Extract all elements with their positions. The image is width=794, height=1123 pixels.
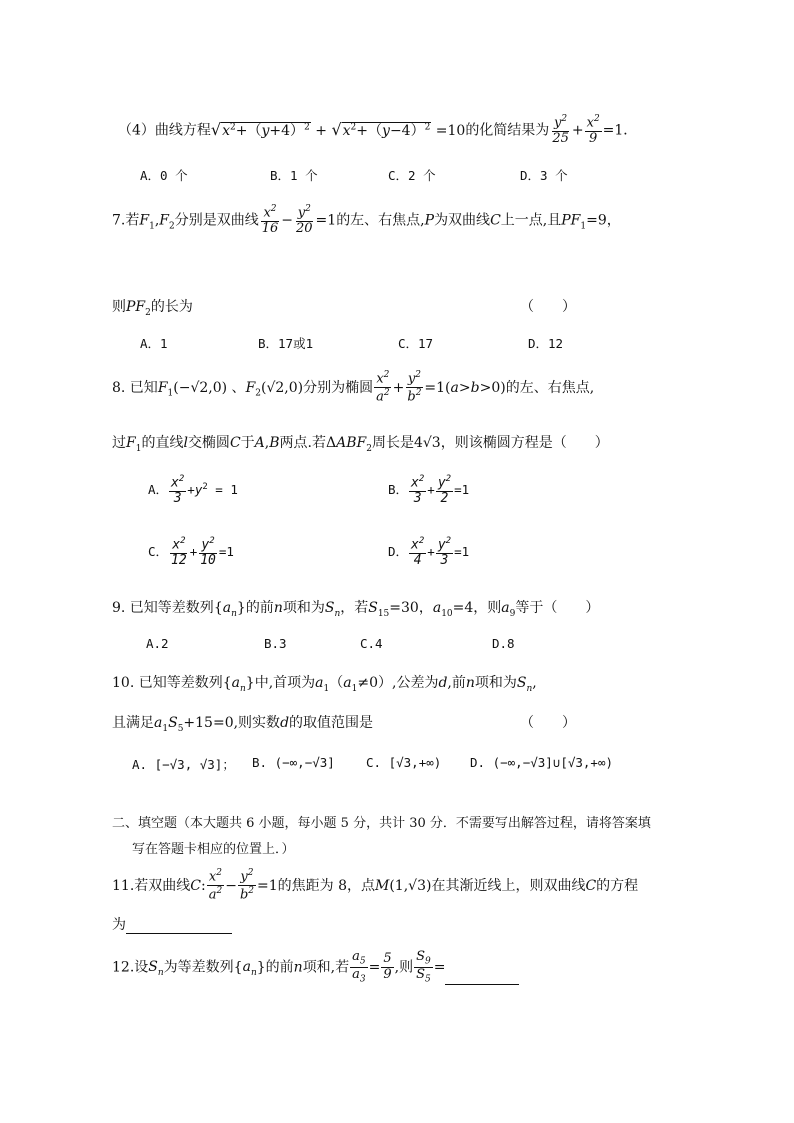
q10-text: 的取值范围是: [289, 715, 374, 731]
q7-option-a[interactable]: A．1: [140, 336, 168, 351]
q10-option-c-label: C.: [366, 755, 382, 770]
q8-option-b[interactable]: B． $\frac{x^2}{3}$ + $\frac{y^2}{2}$ =1: [388, 474, 470, 507]
q9-text: 项和为: [282, 600, 325, 616]
q8-text: 两点.若: [279, 435, 326, 451]
fraction-y2-2: $\frac{y^2}{2}$: [437, 474, 452, 507]
q11-line1: 11.若双曲线C: $\frac{x^2}{a^2}$ − $\frac{y^2}{b^2}$ =1的焦距为 8，点M(1,√3)在其渐近线上，则双曲线C的方程: [112, 868, 639, 903]
q6-4-prefix: （4）曲线方程: [118, 122, 211, 139]
q9-text: ，: [418, 600, 433, 616]
q12-text: 的前: [265, 959, 294, 976]
q10-text: 且满足: [112, 715, 154, 731]
fraction-y2-25: $\frac{y^2}{25}$: [552, 114, 569, 147]
q10-text: ）,公差为: [378, 675, 439, 691]
q8-line1: 8. 已知$F_1(-√2,0)$ 、$F_2(√2,0)$分别为椭圆 $\frac{x^2}{a^2}$ + $\frac{y^2}{b^2}$ =1(a>b>0)的左、右焦点,: [112, 370, 595, 405]
fraction-y2-3: $\frac{y^2}{3}$: [437, 536, 452, 569]
fraction-x2-16: $\frac{x^2}{16}$: [261, 204, 279, 237]
q10-line1: 10. 已知等差数列$\{a_n\}$中,首项为$a_1(a_1\ne 0)$,公差为d,前n项和为$S_n$,: [112, 675, 537, 694]
q8-text: 的左、右焦点,: [505, 379, 595, 396]
q10-option-d-label: D.: [470, 755, 486, 770]
q10-option-d[interactable]: D. (−∞,−√3]∪[√3,+∞): [470, 755, 613, 770]
fraction-5-9: $\frac{5}{9}$: [383, 951, 392, 982]
q9-text: 的前: [245, 600, 274, 616]
q7-text: 则: [112, 299, 126, 315]
q7-text: 分别是双曲线: [174, 212, 259, 229]
q8-option-c-label: C．: [148, 544, 169, 560]
fraction-s9-s5: $\frac{S_9}{S_5}$: [416, 949, 431, 985]
q9-line: 9. 已知等差数列$\{a_n\}$的前n项和为$S_n$，若$S_{15}=30$，$a_{10}=4$，则$a_9$等于（ ）: [112, 600, 600, 619]
fraction-y2-20: $\frac{y^2}{20}$: [296, 204, 313, 237]
q11-text: 11.若双曲线: [112, 877, 191, 894]
q10-line2: 且满足$a_1S_5+15=0$,则实数d的取值范围是: [112, 715, 374, 734]
q8-text: 的直线: [141, 435, 184, 451]
q7-option-c[interactable]: C．17: [398, 336, 434, 351]
fraction-y2-10: $\frac{y^2}{10}$: [200, 536, 216, 569]
q12-line: 12.设$S_n$为等差数列$\{a_n\}$的前n项和,若 $\frac{a_5}{a_3}$ = $\frac{5}{9}$ ,则 $\frac{S_9}{S_5}$ =: [112, 950, 519, 985]
q10-text: ,则实数: [233, 715, 281, 731]
q8-text: 周长是: [371, 435, 414, 451]
q9-text: ，则: [473, 600, 502, 616]
q7-text: 的左、右焦点,: [336, 212, 425, 229]
q6-4-equation: $√x^2+(y+4)^2 + √x^2+(y-4)^2 =10$: [210, 119, 466, 139]
q9-text: ，若: [340, 600, 369, 616]
q12-text: 12.设: [112, 959, 149, 976]
q8-text: 分别为椭圆: [303, 379, 374, 396]
section2-heading-line1: 二、填空题（本大题共 6 小题，每小题 5 分，共计 30 分．不需要写出解答过程，请将答案填: [112, 816, 651, 831]
q8-text: 于: [240, 435, 255, 451]
fraction-x2-4: $\frac{x^2}{4}$: [411, 536, 425, 569]
q10-option-a[interactable]: A. [−√3, √3]；: [132, 757, 235, 772]
q10-text: 项和为: [474, 675, 517, 691]
q7-option-d[interactable]: D．12: [528, 336, 564, 351]
q10-option-b-label: B.: [252, 755, 268, 770]
q7-text: 7.若: [112, 212, 140, 229]
q12-text: 为等差数列: [163, 959, 234, 976]
fraction-x2-3: $\frac{x^2}{3}$: [171, 474, 185, 507]
q11-text: 的焦距为 8，点: [277, 877, 375, 894]
q11-text: 为: [112, 917, 126, 933]
q12-text: 项和,若: [302, 959, 350, 976]
q11-line2: [112, 914, 232, 934]
q7-text: 的长为: [150, 299, 193, 315]
q7-line1: 7.若$F_1,F_2$分别是双曲线 $\frac{x^2}{16}$ − $\frac{y^2}{20}$ =1的左、右焦点,P为双曲线C上一点,且$PF_1=9$，: [112, 204, 621, 237]
q10-text: （: [329, 675, 344, 691]
q8-option-b-label: B．: [388, 482, 409, 498]
fraction-a5-a3: $\frac{a_5}{a_3}$: [352, 949, 366, 985]
fraction-x2-a2: $\frac{x^2}{a^2}$: [208, 868, 223, 903]
q12-answer-blank[interactable]: [445, 968, 519, 985]
q12-text: ,则: [394, 959, 414, 976]
q6-4-option-c[interactable]: C．2 个: [388, 168, 436, 183]
q10-option-b[interactable]: B. (−∞,−√3]: [252, 755, 335, 770]
q11-answer-blank[interactable]: [126, 917, 232, 934]
q10-text: 10. 已知等差数列: [112, 675, 223, 691]
q10-text: 中,首项为: [254, 675, 316, 691]
q10-option-c[interactable]: C. [√3,+∞): [366, 755, 442, 770]
q8-text: 过: [112, 435, 126, 451]
q10-answer-paren: （ ）: [520, 715, 576, 731]
q10-option-a-label: A.: [132, 757, 148, 772]
q8-option-c[interactable]: C． $\frac{x^2}{12}$ + $\frac{y^2}{10}$ =1: [148, 536, 234, 569]
fraction-x2-a2: $\frac{x^2}{a^2}$: [376, 370, 390, 405]
q7-line2: 则$PF_2$的长为: [112, 299, 193, 318]
q6-4-option-b[interactable]: B．1 个: [270, 168, 318, 183]
q11-text: 在其渐近线上，则双曲线: [431, 877, 586, 894]
q8-text: ，则该椭圆方程是（ ）: [440, 435, 609, 451]
q8-option-a-label: A．: [148, 482, 169, 498]
fraction-x2-12: $\frac{x^2}{12}$: [171, 536, 187, 569]
q12-text: =: [433, 959, 446, 976]
fraction-y2-b2: $\frac{y^2}{b^2}$: [239, 868, 254, 903]
q8-option-d-label: D．: [388, 544, 409, 560]
fraction-x2-9: $\frac{x^2}{9}$: [586, 114, 600, 147]
q9-option-a[interactable]: A.2: [146, 636, 169, 651]
q7-text: 为双曲线: [434, 212, 491, 229]
fraction-x2-3: $\frac{x^2}{3}$: [411, 474, 425, 507]
q8-option-d[interactable]: D． $\frac{x^2}{4}$ + $\frac{y^2}{3}$ =1: [388, 536, 470, 569]
q9-option-c[interactable]: C.4: [360, 636, 383, 651]
q11-text: 的方程: [596, 877, 639, 894]
q8-text: 8. 已知: [112, 379, 158, 396]
q9-text: 等于（ ）: [515, 600, 600, 616]
q7-answer-paren: （ ）: [520, 299, 576, 315]
q9-option-d[interactable]: D.8: [492, 636, 515, 651]
section2-heading-line2: 写在答题卡相应的位置上．）: [132, 842, 295, 857]
q6-4-line: （4）曲线方程$√x^2+(y+4)^2 + √x^2+(y-4)^2 =10$的化简结果为 $\frac{y^2}{25}$ + $\frac{x^2}{9}$ =1．: [118, 114, 638, 147]
q6-4-suffix: 的化简结果为: [465, 122, 550, 139]
q10-text: ,前: [447, 675, 466, 691]
q9-text: 9. 已知等差数列: [112, 600, 214, 616]
q8-text: 交椭圆: [187, 435, 230, 451]
q9-option-b[interactable]: B.3: [264, 636, 287, 651]
q6-4-option-d[interactable]: D．3 个: [520, 168, 568, 183]
q6-4-option-a[interactable]: A．0 个: [140, 168, 188, 183]
q7-text: 上一点,且: [500, 212, 562, 229]
q7-option-b[interactable]: B．17或1: [258, 336, 314, 351]
q8-line2: 过$F_1$的直线l交椭圆C于A,B两点.若$\Delta ABF_2$周长是4√3，则该椭圆方程是（ ）: [112, 435, 609, 454]
q8-option-a[interactable]: A． $\frac{x^2}{3}$ $+y^2 = 1$: [148, 474, 238, 507]
fraction-y2-b2: $\frac{y^2}{b^2}$: [407, 370, 422, 405]
